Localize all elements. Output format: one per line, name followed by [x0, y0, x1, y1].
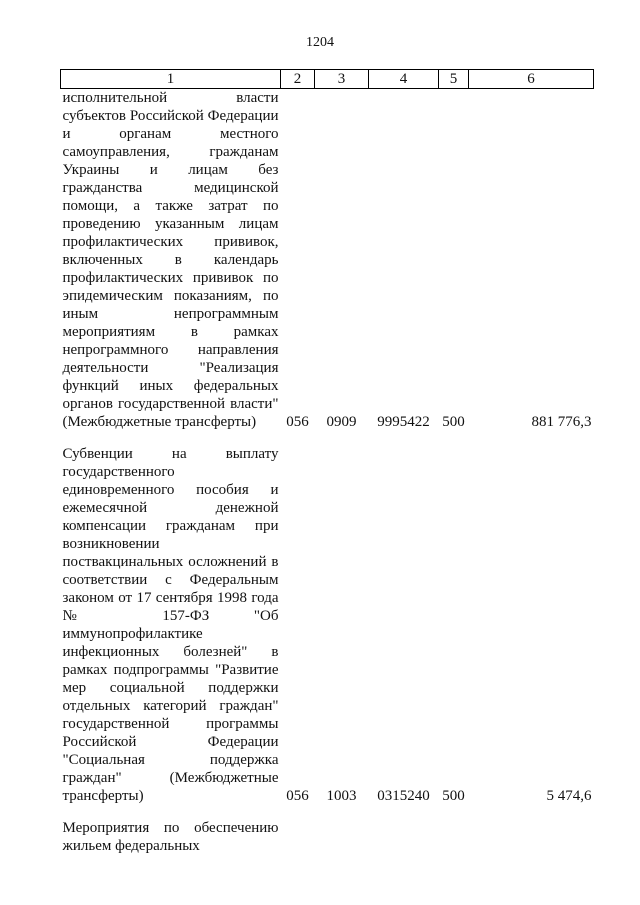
row-description: Мероприятия по обеспечению жильем федеральных [62, 820, 279, 854]
budget-table [60, 69, 594, 855]
row-code-target: 0315240 [377, 788, 430, 804]
row-code-admin: 056 [286, 414, 309, 430]
table-row [61, 819, 594, 855]
row-code-section: 0909 [326, 414, 357, 430]
table-row [61, 445, 594, 805]
page-number: 1204 [306, 35, 334, 50]
row-description: Субвенции на выплату государственного единовременного пособия и ежемесячной денежной компенсации гражданам при возникновении поствакцинальных осложнений в соответствии с Федеральным законом от 17 сентября 1998 года № 157-ФЗ "Об иммунопрофилактике инфекционных болезней" в рамках подпрограммы "Развитие мер социальной поддержки отдельных категорий граждан" государственной программы Российской Федерации "Социальная поддержка граждан" (Межбюджетные трансферты) [62, 446, 279, 804]
header-col-4: 4 [369, 70, 439, 89]
row-amount: 5 474,6 [546, 788, 592, 804]
header-col-1: 1 [61, 70, 281, 89]
row-description: исполнительной власти субъектов Российской Федерации и органам местного самоуправления, гражданам Украины и лицам без гражданства медицинской помощи, а также затрат по проведению указанным лицам профилактических прививок, включенных в календарь профилактических прививок по эпидемическим показаниям, по иным непрограммным мероприятиям в рамках непрограммного направления деятельности "Реализация функций иных федеральных органов государственной власти" (Межбюджетные трансферты) [62, 90, 279, 430]
row-code-expense-type: 500 [442, 414, 465, 430]
row-amount: 881 776,3 [531, 414, 592, 430]
header-col-2: 2 [281, 70, 315, 89]
header-col-3: 3 [315, 70, 369, 89]
table-header-row [61, 70, 594, 89]
row-code-admin: 056 [286, 788, 309, 804]
header-col-5: 5 [439, 70, 469, 89]
row-code-section: 1003 [326, 788, 357, 804]
row-code-expense-type: 500 [442, 788, 465, 804]
row-code-target: 9995422 [377, 414, 430, 430]
header-col-6: 6 [469, 70, 594, 89]
table-row [61, 89, 594, 432]
